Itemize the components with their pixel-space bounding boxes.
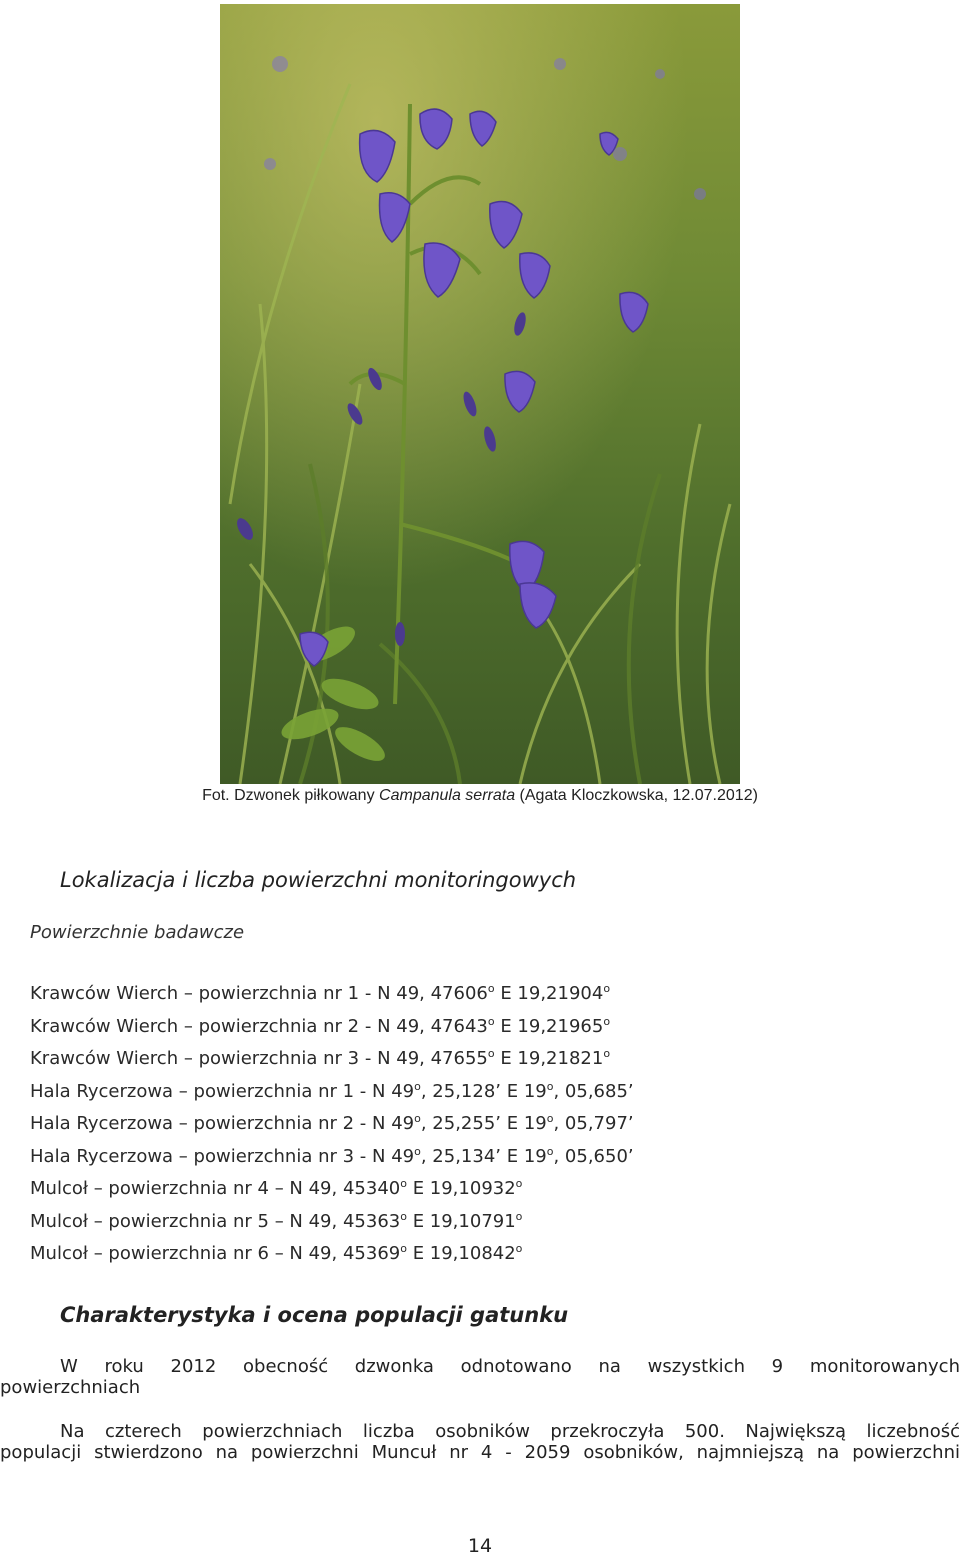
list-item: Hala Rycerzowa – powierzchnia nr 2 - N 49$^o$, 25,255’ E 19$^o$, 05,797’ bbox=[30, 1112, 634, 1134]
list-item: Hala Rycerzowa – powierzchnia nr 3 - N 49$^o$, 25,134’ E 19$^o$, 05,650’ bbox=[30, 1144, 634, 1167]
photo-caption bbox=[0, 787, 960, 805]
list-item: Krawców Wierch – powierzchnia nr 1 - N 49, 47606$^o$ E 19,21904$^o$ bbox=[30, 982, 611, 1004]
caption-species: Campanula serrata bbox=[379, 787, 516, 804]
paragraph-1 bbox=[0, 1356, 960, 1398]
list-item: Krawców Wierch – powierzchnia nr 3 - N 49, 47655$^o$ E 19,21821$^o$ bbox=[30, 1047, 611, 1069]
list-item: Krawców Wierch – powierzchnia nr 2 - N 49, 47643$^o$ E 19,21965$^o$ bbox=[30, 1014, 611, 1037]
caption-prefix: Fot. Dzwonek piłkowany bbox=[202, 787, 380, 804]
list-item: Mulcoł – powierzchnia nr 4 – N 49, 45340$^o$ E 19,10932$^o$ bbox=[30, 1177, 523, 1199]
paragraph-2-line-1: Na czterech powierzchniach liczba osobników przekroczyła 500. Największą liczebność bbox=[60, 1421, 960, 1442]
subsection-title-areas: Powierzchnie badawcze bbox=[30, 922, 245, 943]
section-title-location: Lokalizacja i liczba powierzchni monitoringowych bbox=[60, 868, 577, 892]
list-item: Mulcoł – powierzchnia nr 5 – N 49, 45363$^o$ E 19,10791$^o$ bbox=[30, 1209, 523, 1232]
paragraph-1-line-1: W roku 2012 obecność dzwonka odnotowano na wszystkich 9 monitorowanych bbox=[60, 1356, 960, 1377]
campanula-photo bbox=[220, 4, 740, 784]
location-list bbox=[30, 975, 634, 1268]
page-number: 14 bbox=[467, 1535, 493, 1557]
section-title-population: Charakterystyka i ocena populacji gatunku bbox=[60, 1303, 569, 1327]
paragraph-2-line-2: populacji stwierdzono na powierzchni Muncuł nr 4 - 2059 osobników, najmniejszą na powierzchni bbox=[0, 1442, 960, 1463]
caption-suffix: (Agata Kloczkowska, 12.07.2012) bbox=[515, 787, 758, 804]
paragraph-2 bbox=[0, 1421, 960, 1463]
list-item: Hala Rycerzowa – powierzchnia nr 1 - N 49$^o$, 25,128’ E 19$^o$, 05,685’ bbox=[30, 1079, 634, 1102]
list-item: Mulcoł – powierzchnia nr 6 – N 49, 45369$^o$ E 19,10842$^o$ bbox=[30, 1242, 523, 1264]
paragraph-1-line-2: powierzchniach bbox=[0, 1377, 141, 1398]
